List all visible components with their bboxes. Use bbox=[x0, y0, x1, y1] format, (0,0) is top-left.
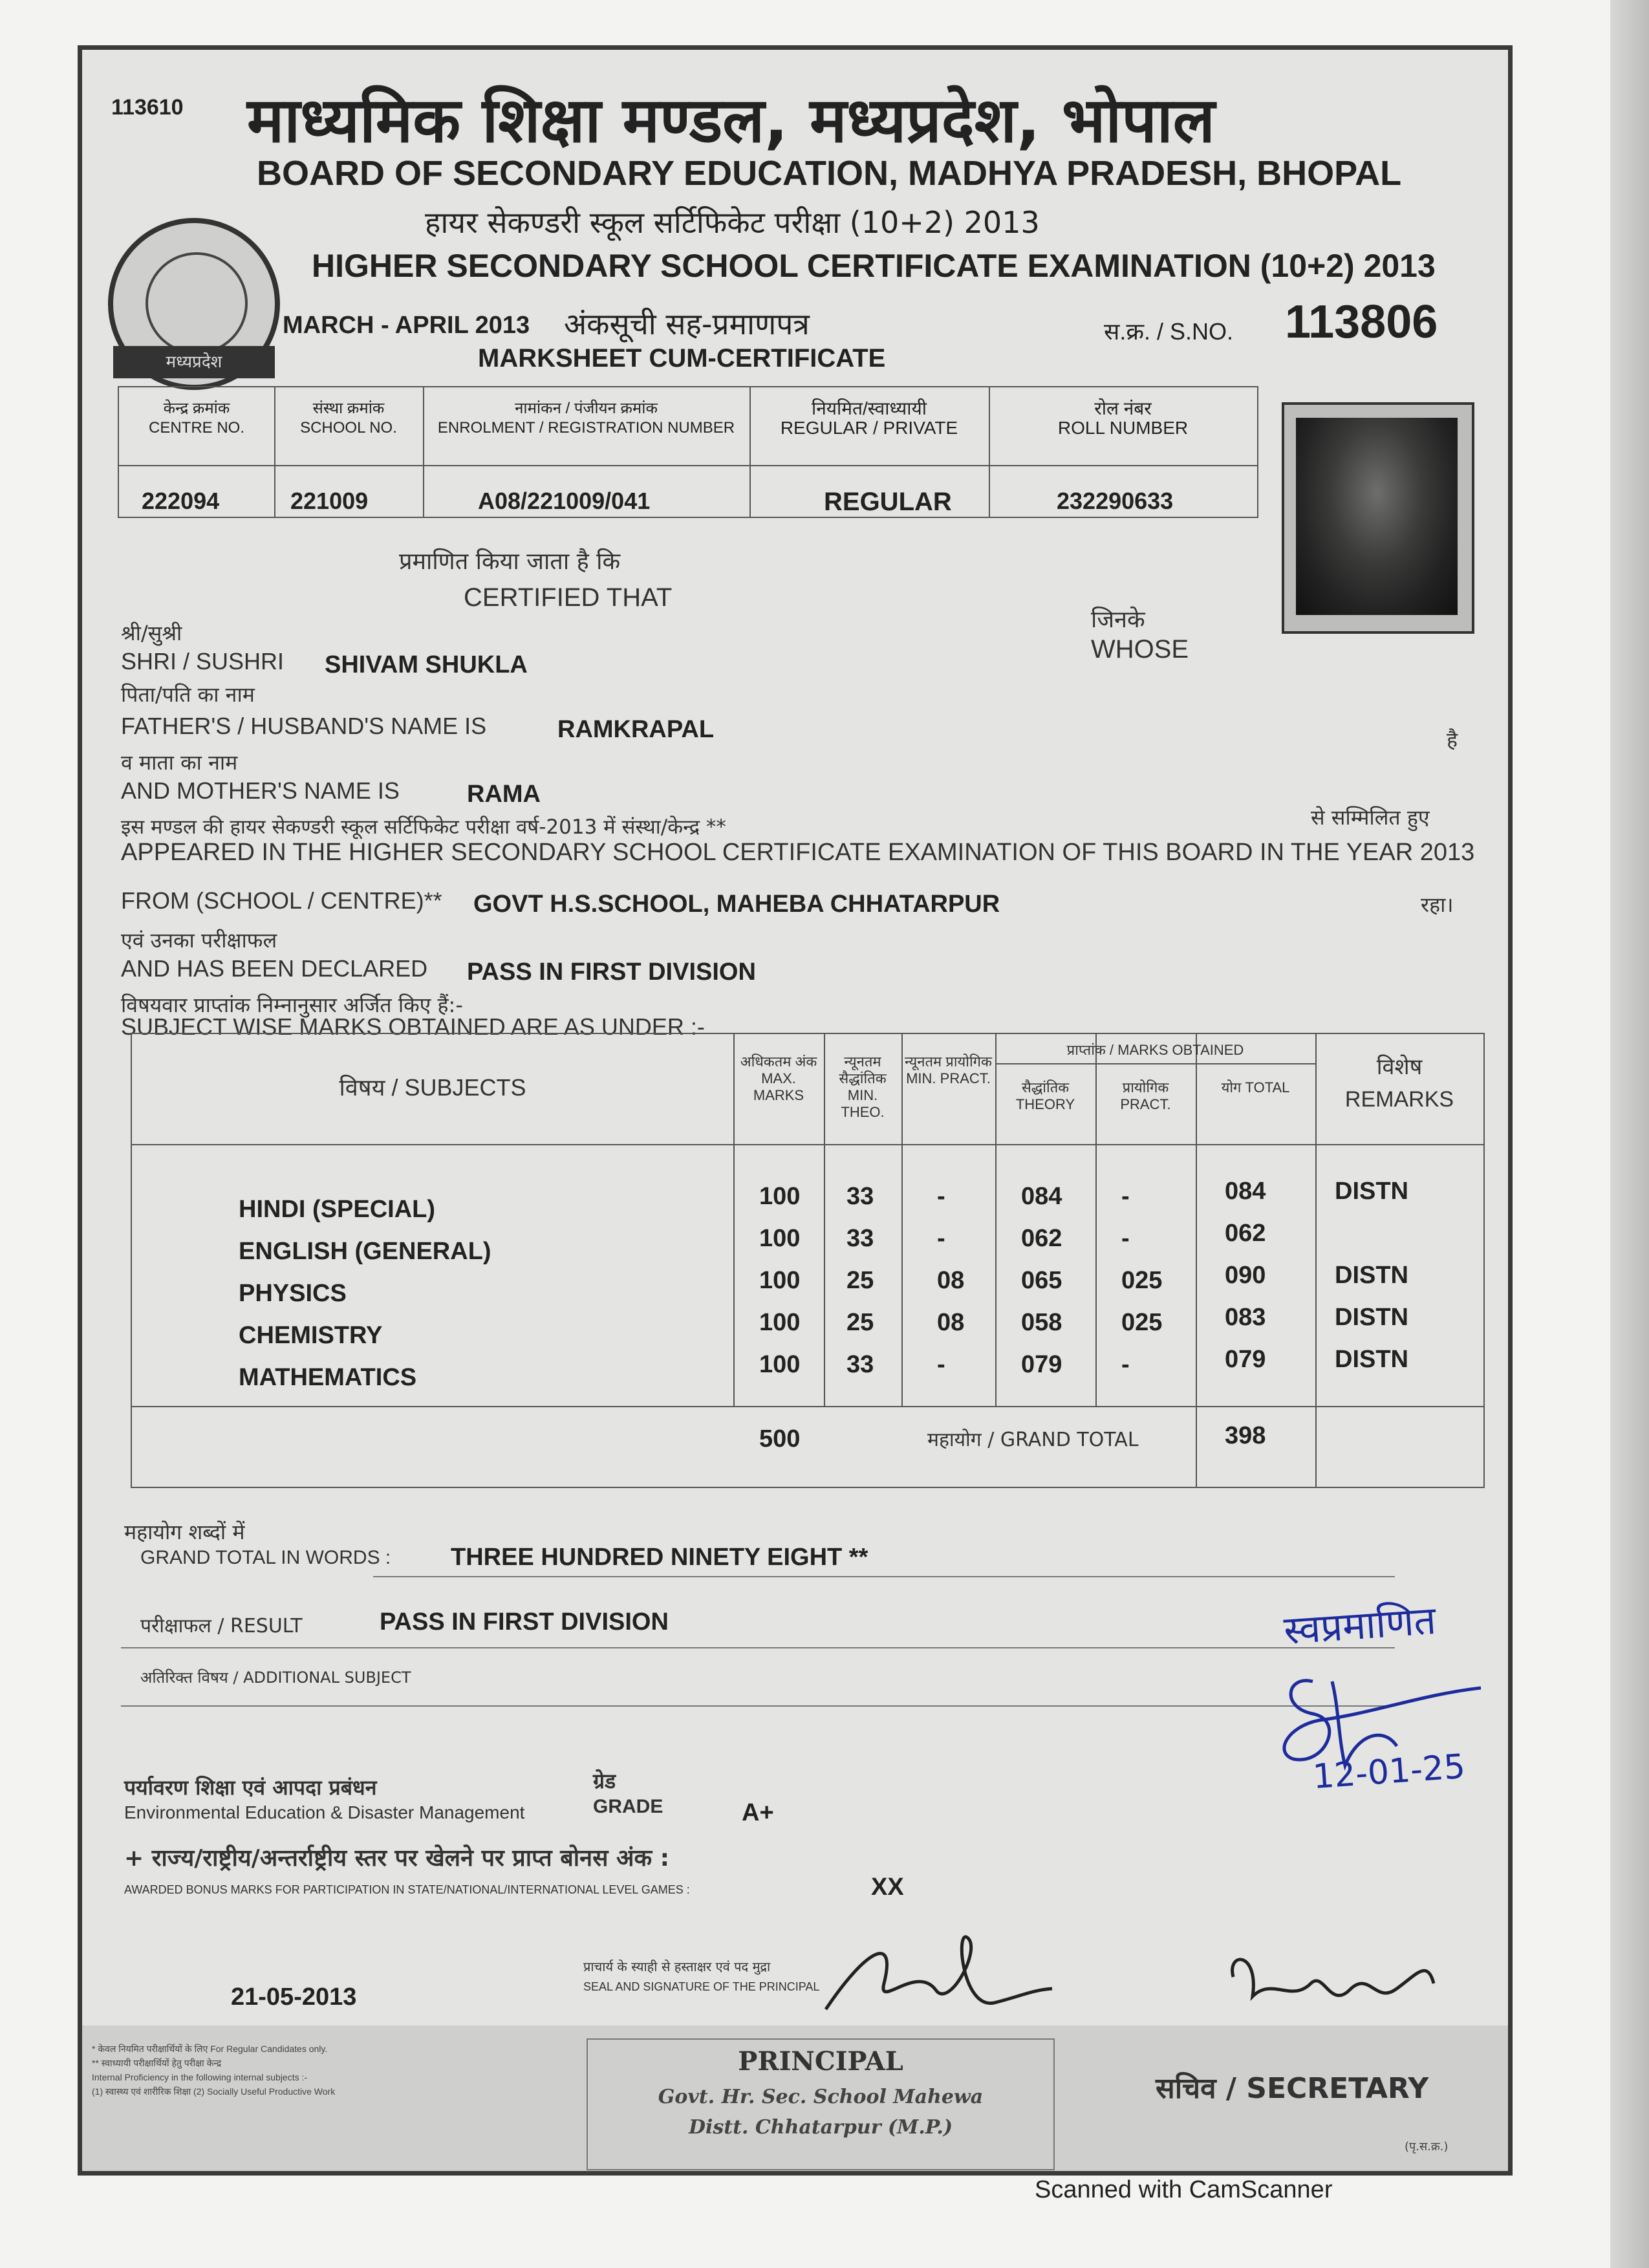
subject-pract: 025 bbox=[1121, 1267, 1163, 1294]
certified-english: CERTIFIED THAT bbox=[464, 583, 673, 612]
secretary-signature bbox=[1220, 1938, 1453, 2022]
centre-label: CENTRE NO. bbox=[148, 419, 244, 437]
hai-hindi: है bbox=[1447, 728, 1458, 752]
subject-min-theo: 33 bbox=[846, 1183, 874, 1210]
subject-max: 100 bbox=[759, 1267, 801, 1294]
note-line-4: (1) स्वास्थ्य एवं शारीरिक शिक्षा (2) Socially Useful Productive Work bbox=[92, 2086, 336, 2097]
subject-pract: - bbox=[1121, 1351, 1130, 1378]
grand-total-label: महायोग / GRAND TOTAL bbox=[927, 1429, 1139, 1451]
practical-header: प्रायोगिक PRACT. bbox=[1120, 1079, 1171, 1112]
enrolment-number: A08/221009/041 bbox=[478, 488, 651, 514]
max-marks-header: अधिकतम अंक MAX. MARKS bbox=[740, 1053, 817, 1103]
self-attested-text: स्वप्रमाणित bbox=[1282, 1597, 1438, 1654]
subject-max: 100 bbox=[759, 1309, 801, 1336]
subject-name: MATHEMATICS bbox=[239, 1364, 417, 1391]
result-label: परीक्षाफल / RESULT bbox=[140, 1615, 303, 1637]
subject-total: 084 bbox=[1225, 1178, 1266, 1205]
seal-english: SEAL AND SIGNATURE OF THE PRINCIPAL bbox=[583, 1980, 820, 1993]
camscanner-watermark: Scanned with CamScanner bbox=[1035, 2176, 1333, 2203]
exam-title-hindi: हायर सेकण्डरी स्कूल सर्टिफिकेट परीक्षा (10+2) 2013 bbox=[425, 205, 1040, 240]
env-edu-english: Environmental Education & Disaster Management bbox=[124, 1802, 525, 1822]
subjectwise-english: SUBJECT WISE MARKS OBTAINED ARE AS UNDER :- bbox=[121, 1013, 705, 1040]
bonus-value: XX bbox=[871, 1874, 904, 1901]
secretary-label: सचिव / SECRETARY bbox=[1156, 2072, 1429, 2105]
issue-date: 21-05-2013 bbox=[231, 1983, 357, 2011]
subject-total: 090 bbox=[1225, 1262, 1266, 1289]
exam-session: MARCH - APRIL 2013 bbox=[283, 312, 530, 339]
subject-max: 100 bbox=[759, 1225, 801, 1252]
principal-signature bbox=[787, 1912, 1059, 2042]
bonus-hindi: + राज्य/राष्ट्रीय/अन्तर्राष्ट्रीय स्तर पर खेलने पर प्राप्त बोनस अंक : bbox=[124, 1845, 670, 1872]
subject-name: PHYSICS bbox=[239, 1280, 347, 1307]
declared-label: AND HAS BEEN DECLARED bbox=[121, 955, 428, 982]
subjects-header: विषय / SUBJECTS bbox=[339, 1074, 526, 1101]
remarks-header: REMARKS bbox=[1344, 1087, 1454, 1112]
board-title-hindi: माध्यमिक शिक्षा मण्डल, मध्यप्रदेश, भोपाल bbox=[247, 84, 1215, 157]
remarks-header-hindi: विशेष bbox=[1376, 1055, 1423, 1079]
principal-stamp bbox=[587, 2038, 1055, 2170]
subject-pract: - bbox=[1121, 1225, 1130, 1252]
subject-min-pract: - bbox=[937, 1351, 945, 1378]
subject-min-pract: 08 bbox=[937, 1267, 965, 1294]
subject-max: 100 bbox=[759, 1351, 801, 1378]
school-label-hindi: संस्था क्रमांक bbox=[312, 400, 385, 417]
father-label: FATHER'S / HUSBAND'S NAME IS bbox=[121, 713, 487, 739]
form-code: (पृ.स.क्र.) bbox=[1405, 2140, 1449, 2154]
marksheet-title-hindi: अंकसूची सह-प्रमाणपत्र bbox=[564, 307, 810, 341]
scan-page-edge bbox=[1610, 0, 1649, 2268]
words-hindi: महायोग शब्दों में bbox=[124, 1520, 245, 1544]
subject-remarks: DISTN bbox=[1335, 1178, 1408, 1205]
stamp-district: Distt. Chhatarpur (M.P.) bbox=[688, 2116, 953, 2139]
marks-obtained-header: प्राप्तांक / MARKS OBTAINED bbox=[1066, 1042, 1244, 1058]
roll-number: 232290633 bbox=[1057, 488, 1174, 514]
subject-theory: 062 bbox=[1021, 1225, 1062, 1252]
sno-label: स.क्र. / S.NO. bbox=[1104, 318, 1234, 345]
subject-min-theo: 25 bbox=[846, 1309, 874, 1336]
env-edu-hindi: पर्यावरण शिक्षा एवं आपदा प्रबंधन bbox=[124, 1775, 377, 1800]
grade-hindi: ग्रेड bbox=[593, 1769, 616, 1793]
exam-title-english: HIGHER SECONDARY SCHOOL CERTIFICATE EXAMINATION (10+2) 2013 bbox=[312, 248, 1436, 284]
shri-label: SHRI / SUSHRI bbox=[121, 648, 285, 675]
stamp-school: Govt. Hr. Sec. School Mahewa bbox=[658, 2086, 984, 2108]
enrolment-label-hindi: नामांकन / पंजीयन क्रमांक bbox=[515, 400, 658, 417]
type-label-hindi: नियमित/स्वाध्यायी bbox=[812, 398, 927, 418]
grand-total-words: THREE HUNDRED NINETY EIGHT ** bbox=[451, 1544, 868, 1571]
candidate-info-table bbox=[118, 386, 1258, 518]
mother-name: RAMA bbox=[467, 781, 541, 808]
whose-hindi: जिनके bbox=[1091, 607, 1145, 633]
subject-min-theo: 33 bbox=[846, 1351, 874, 1378]
candidate-name: SHIVAM SHUKLA bbox=[325, 651, 528, 678]
roll-label: ROLL NUMBER bbox=[1057, 418, 1189, 438]
board-title-english: BOARD OF SECONDARY EDUCATION, MADHYA PRADESH, BHOPAL bbox=[257, 154, 1402, 193]
words-label: GRAND TOTAL IN WORDS : bbox=[140, 1547, 391, 1568]
subject-total: 062 bbox=[1225, 1220, 1266, 1247]
note-line-1: * केवल नियमित परीक्षार्थियों के लिए For Regular Candidates only. bbox=[92, 2044, 328, 2054]
candidate-photo bbox=[1282, 402, 1474, 634]
subject-theory: 084 bbox=[1021, 1183, 1062, 1210]
subject-min-pract: - bbox=[937, 1225, 945, 1252]
grade-label: GRADE bbox=[593, 1796, 663, 1817]
stamp-title: PRINCIPAL bbox=[738, 2046, 903, 2077]
grand-total-value: 398 bbox=[1225, 1422, 1266, 1449]
subject-max: 100 bbox=[759, 1183, 801, 1210]
whose-english: WHOSE bbox=[1091, 635, 1189, 664]
subject-theory: 065 bbox=[1021, 1267, 1062, 1294]
declared-result: PASS IN FIRST DIVISION bbox=[467, 958, 756, 986]
shri-hindi: श्री/सुश्री bbox=[121, 621, 182, 645]
subject-theory: 079 bbox=[1021, 1351, 1062, 1378]
father-name: RAMKRAPAL bbox=[557, 716, 715, 743]
bonus-english: AWARDED BONUS MARKS FOR PARTICIPATION IN STATE/NATIONAL/INTERNATIONAL LEVEL GAMES : bbox=[124, 1883, 690, 1896]
appeared-english: APPEARED IN THE HIGHER SECONDARY SCHOOL CERTIFICATE EXAMINATION OF THIS BOARD IN THE YEAR 2013 bbox=[121, 839, 1475, 866]
subjectwise-hindi: विषयवार प्राप्तांक निम्नानुसार अर्जित किए हैं:- bbox=[121, 993, 463, 1017]
max-marks-total: 500 bbox=[759, 1425, 801, 1453]
marks-table bbox=[131, 1033, 1485, 1488]
subject-remarks: DISTN bbox=[1335, 1346, 1408, 1373]
min-theory-header: न्यूनतम सैद्धांतिक MIN. THEO. bbox=[839, 1053, 887, 1120]
additional-subject-label: अतिरिक्त विषय / ADDITIONAL SUBJECT bbox=[140, 1669, 411, 1687]
total-header: योग TOTAL bbox=[1221, 1079, 1290, 1096]
marksheet-title-english: MARKSHEET CUM-CERTIFICATE bbox=[478, 344, 886, 373]
board-emblem-icon: मध्यप्रदेश bbox=[108, 218, 280, 390]
subject-pract: - bbox=[1121, 1183, 1130, 1210]
note-line-2: ** स्वाध्यायी परीक्षार्थियों हेतु परीक्षा केन्द्र bbox=[92, 2058, 222, 2068]
subject-remarks: DISTN bbox=[1335, 1304, 1408, 1331]
marksheet-certificate bbox=[78, 45, 1513, 2176]
theory-header: सैद्धांतिक THEORY bbox=[1015, 1079, 1075, 1112]
subject-name: CHEMISTRY bbox=[239, 1322, 383, 1349]
mother-label: AND MOTHER'S NAME IS bbox=[121, 777, 400, 804]
father-hindi: पिता/पति का नाम bbox=[121, 682, 255, 707]
subject-min-theo: 33 bbox=[846, 1225, 874, 1252]
mother-hindi: व माता का नाम bbox=[121, 750, 238, 775]
footer-notes bbox=[92, 2042, 519, 2099]
school-label: SCHOOL NO. bbox=[300, 419, 397, 437]
min-practical-header: न्यूनतम प्रायोगिक MIN. PRACT. bbox=[905, 1053, 992, 1086]
attest-date: 12-01-25 bbox=[1311, 1747, 1467, 1797]
subject-theory: 058 bbox=[1021, 1309, 1062, 1336]
subject-remarks: DISTN bbox=[1335, 1262, 1408, 1289]
enrolment-label: ENROLMENT / REGISTRATION NUMBER bbox=[437, 419, 735, 437]
sammilit-hindi: से सम्मिलित हुए bbox=[1311, 805, 1430, 830]
result-hindi: एवं उनका परीक्षाफल bbox=[121, 928, 277, 953]
subject-min-pract: 08 bbox=[937, 1309, 965, 1336]
raha-hindi: रहा। bbox=[1421, 892, 1454, 917]
centre-number: 222094 bbox=[142, 488, 220, 514]
roll-label-hindi: रोल नंबर bbox=[1094, 398, 1152, 418]
subject-total: 079 bbox=[1225, 1346, 1266, 1373]
sno-value: 113806 bbox=[1285, 296, 1438, 348]
type-label: REGULAR / PRIVATE bbox=[780, 418, 958, 438]
candidate-type: REGULAR bbox=[824, 488, 952, 516]
subject-min-theo: 25 bbox=[846, 1267, 874, 1294]
appeared-hindi: इस मण्डल की हायर सेकण्डरी स्कूल सर्टिफिकेट परीक्षा वर्ष-2013 में संस्था/केन्द्र ** bbox=[121, 815, 726, 839]
seal-hindi: प्राचार्य के स्याही से हस्ताक्षर एवं पद मुद्रा bbox=[583, 1959, 771, 1974]
note-line-3: Internal Proficiency in the following internal subjects :- bbox=[92, 2072, 308, 2082]
subject-pract: 025 bbox=[1121, 1309, 1163, 1336]
subject-min-pract: - bbox=[937, 1183, 945, 1210]
subject-name: ENGLISH (GENERAL) bbox=[239, 1238, 491, 1265]
certified-hindi: प्रमाणित किया जाता है कि bbox=[399, 548, 621, 575]
subject-total: 083 bbox=[1225, 1304, 1266, 1331]
school-name: GOVT H.S.SCHOOL, MAHEBA CHHATARPUR bbox=[473, 891, 1000, 918]
grade-value: A+ bbox=[742, 1799, 774, 1826]
subject-name: HINDI (SPECIAL) bbox=[239, 1196, 435, 1223]
centre-label-hindi: केन्द्र क्रमांक bbox=[163, 400, 230, 417]
serial-number: 113610 bbox=[111, 95, 184, 120]
final-result: PASS IN FIRST DIVISION bbox=[380, 1608, 669, 1636]
school-number: 221009 bbox=[290, 488, 369, 514]
from-label: FROM (SCHOOL / CENTRE)** bbox=[121, 887, 442, 914]
